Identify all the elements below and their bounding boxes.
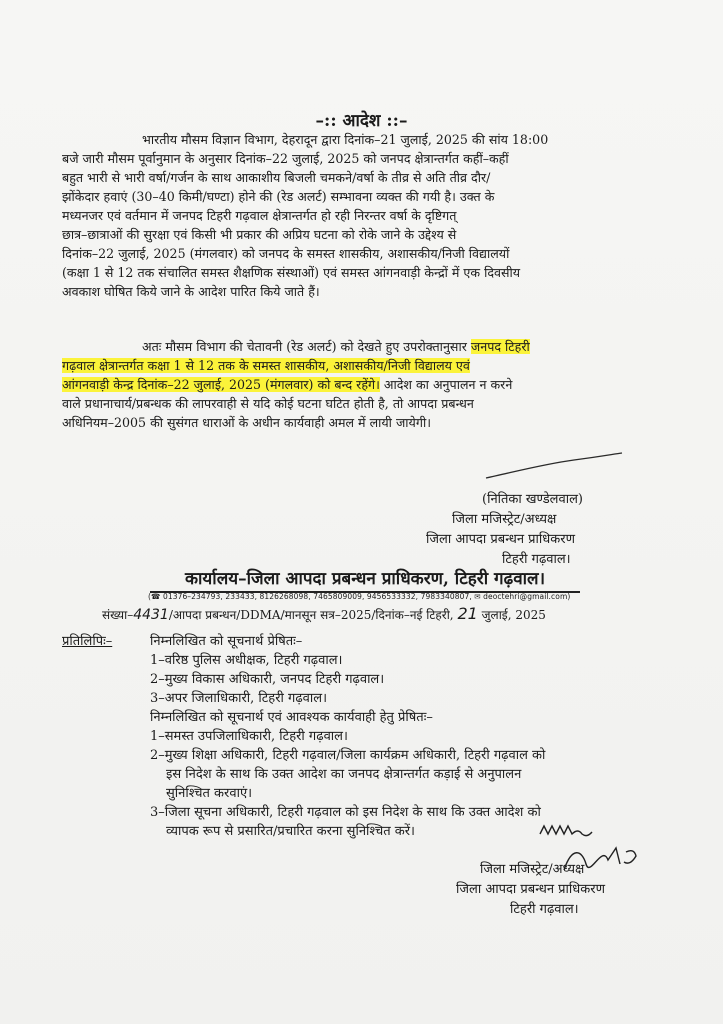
reference-line <box>102 605 662 624</box>
p1-line: भारतीय मौसम विज्ञान विभाग, देहरादून द्वारा दिनांक–21 जुलाई, 2025 की सांय 18:00 <box>142 132 549 147</box>
p1-line: (कक्षा 1 से 12 तक संचालित समस्त शैक्षणिक संस्थाओं) एवं समस्त आंगनवाड़ी केन्द्रों में एक दिवसीय <box>62 265 521 280</box>
reference-day: 21 <box>457 604 478 623</box>
signature-icon <box>484 452 624 482</box>
copy-action-item-cont: व्यापक रूप से प्रसारित/प्रचारित करना सुनिश्चित करें। <box>166 824 415 839</box>
office-heading: कार्यालय–जिला आपदा प्रबन्धन प्राधिकरण, टिहरी गढ़वाल। <box>150 566 580 593</box>
copy-info-heading: निम्नलिखित को सूचनार्थ प्रेषितः– <box>150 634 303 649</box>
p1-line: मध्यनजर एवं वर्तमान में जनपद टिहरी गढ़वाल क्षेत्रान्तर्गत हो रही निरन्तर वर्षा के दृष्टिगत् <box>62 208 457 223</box>
p2-line: वाले प्रधानाचार्य/प्रबन्धक की लापरवाही से यदि कोई घटना घटित होती है, तो आपदा प्रबन्धन <box>62 396 474 411</box>
p2-line <box>62 356 662 375</box>
p1-line: झोंकेदार हवाएं (30–40 किमी/घण्टा) होने की (रेड अलर्ट) सम्भावना व्यक्त की गयी है। उक्त के <box>62 189 495 204</box>
reference-month-year: जुलाई, 2025 <box>481 608 546 622</box>
copy-action-heading: निम्नलिखित को सूचनार्थ एवं आवश्यक कार्यवाही हेतु प्रेषितः– <box>150 710 433 725</box>
copy-info-item: 1–वरिष्ठ पुलिस अधीक्षक, टिहरी गढ़वाल। <box>150 653 343 668</box>
copy-info-item: 2–मुख्य विकास अधिकारी, जनपद टिहरी गढ़वाल। <box>150 672 385 687</box>
signatory-designation: जिला मजिस्ट्रेट/अध्यक्ष <box>452 512 557 527</box>
p2-text: अतः मौसम विभाग की चेतावनी (रेड अलर्ट) को देखते हुए उपरोक्तानुसार <box>142 339 471 354</box>
reference-prefix: संख्या– <box>102 608 134 622</box>
p1-line: छात्र–छात्राओं की सुरक्षा एवं किसी भी प्रकार की अप्रिय घटना को रोके जाने के उद्देश्य से <box>62 227 457 242</box>
signatory2-district: टिहरी गढ़वाल। <box>510 902 579 917</box>
order-title: –:: आदेश ::– <box>315 111 408 131</box>
signatory-district: टिहरी गढ़वाल। <box>502 552 571 567</box>
p1-line: अवकाश घोषित किये जाने के आदेश पारित किये जाते हैं। <box>62 284 320 299</box>
office-contact: (☎ 01376–234793, 233433, 8126268098, 7465809009, 9456533332, 7983340807, ✉ deoctehri@gmail.com) <box>148 592 571 601</box>
copy-action-item: 2–मुख्य शिक्षा अधिकारी, टिहरी गढ़वाल/जिला कार्यक्रम अधिकारी, टिहरी गढ़वाल को <box>150 748 546 763</box>
highlighted-text: आंगनवाड़ी केन्द्र दिनांक–22 जुलाई, 2025 (मंगलवार) को बन्द रहेंगे। <box>62 377 380 392</box>
copy-info-item: 3–अपर जिलाधिकारी, टिहरी गढ़वाल। <box>150 691 328 706</box>
p2-line: अधिनियम–2005 की सुसंगत धाराओं के अधीन कार्यवाही अमल में लायी जायेगी। <box>62 415 431 430</box>
copy-action-item: 1–समस्त उपजिलाधिकारी, टिहरी गढ़वाल। <box>150 729 348 744</box>
order-paragraph-1 <box>62 130 662 301</box>
copy-action-item: 3–जिला सूचना अधिकारी, टिहरी गढ़वाल को इस निदेश के साथ कि उक्त आदेश को <box>150 805 541 820</box>
p2-line <box>62 337 662 356</box>
signature-block-2 <box>456 860 710 920</box>
copy-body <box>150 632 680 841</box>
copy-action-item-cont: सुनिश्चित करवाएं। <box>166 786 253 801</box>
p1-line: दिनांक–22 जुलाई, 2025 (मंगलवार) को जनपद के समस्त शासकीय, अशासकीय/निजी विद्यालयों <box>62 246 510 261</box>
signatory-name: (नितिका खण्डेलवाल) <box>482 492 583 507</box>
highlighted-text: गढ़वाल क्षेत्रान्तर्गत कक्षा 1 से 12 तक के समस्त शासकीय, अशासकीय/निजी विद्यालय एवं <box>62 358 470 373</box>
highlighted-text: जनपद टिहरी <box>470 339 530 354</box>
copy-label: प्रतिलिपिः– <box>62 634 113 649</box>
p2-line <box>62 375 662 394</box>
signatory2-authority: जिला आपदा प्रबन्धन प्राधिकरण <box>456 882 605 897</box>
reference-middle: /आपदा प्रबन्धन/DDMA/मानसून सत्र–2025/दिनांक–नई टिहरी, <box>168 608 454 622</box>
order-paragraph-2 <box>62 337 662 432</box>
p1-line: बजे जारी मौसम पूर्वानुमान के अनुसार दिनांक–22 जुलाई, 2025 को जनपद क्षेत्रान्तर्गत कहीं–कहीं <box>62 151 509 166</box>
signatory-authority: जिला आपदा प्रबन्धन प्राधिकरण <box>426 532 575 547</box>
p1-line: बहुत भारी से भारी वर्षा/गर्जन के साथ आकाशीय बिजली चमकने/वर्षा के तीव्र से अति तीव्र दौर/ <box>62 170 491 185</box>
signatory2-designation: जिला मजिस्ट्रेट/अध्यक्ष <box>480 862 585 877</box>
copy-action-item-cont: इस निदेश के साथ कि उक्त आदेश का जनपद क्षेत्रान्तर्गत कड़ाई से अनुपालन <box>166 767 522 782</box>
p2-text: आदेश का अनुपालन न करने <box>379 377 513 392</box>
signature-block <box>426 490 682 570</box>
reference-number: 4431 <box>133 607 169 623</box>
